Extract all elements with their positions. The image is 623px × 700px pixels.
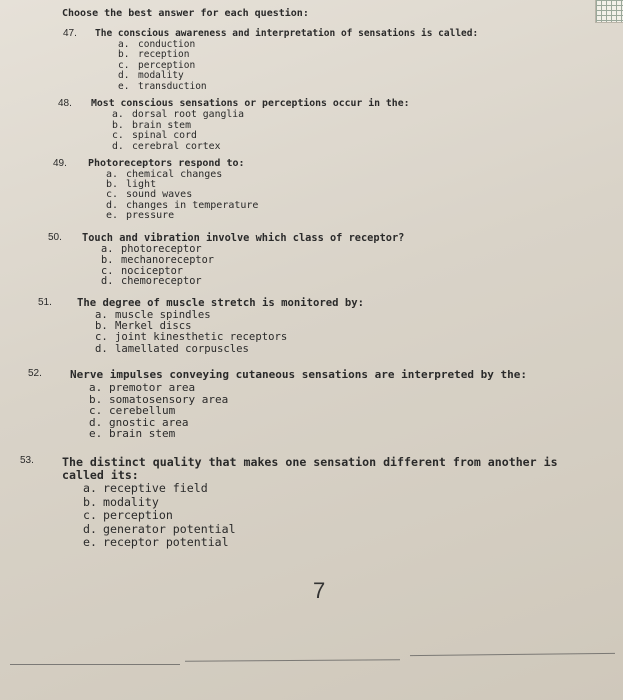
option-letter: b. (83, 494, 97, 509)
option-letter: d. (112, 140, 124, 152)
option-letter: e. (118, 80, 130, 92)
option-letter: e. (83, 535, 97, 549)
grid-paper-corner (595, 0, 623, 23)
option-letter: e. (89, 427, 103, 441)
question-stem: The distinct quality that makes one sensation different from another is (62, 455, 558, 469)
option-letter: d. (101, 275, 114, 288)
question-number: 52. (28, 368, 42, 379)
option-text: pressure (126, 209, 175, 221)
question-stem: Most conscious sensations or perceptions occur in the: (91, 98, 410, 109)
option-letter: a. (95, 309, 108, 321)
question-stem: The conscious awareness and interpretation of sensations is called: (95, 28, 479, 39)
answer-option[interactable] (118, 70, 184, 81)
answer-option[interactable] (112, 141, 220, 152)
option-letter: c. (89, 404, 103, 418)
option-text: photoreceptor (121, 243, 202, 255)
option-text: muscle spindles (115, 309, 211, 321)
option-text: modality (138, 70, 184, 82)
question-stem: Photoreceptors respond to: (88, 158, 245, 169)
option-letter: c. (101, 264, 114, 277)
page-number: 7 (313, 578, 326, 603)
answer-option[interactable] (112, 130, 197, 141)
option-text: perception (103, 508, 173, 523)
option-text: modality (103, 494, 159, 509)
answer-option[interactable] (95, 309, 211, 321)
option-letter: e. (106, 209, 119, 221)
option-letter: d. (118, 70, 130, 82)
option-text: brain stem (109, 427, 176, 441)
option-letter: c. (106, 189, 119, 201)
bottom-rule-1 (10, 664, 180, 665)
option-text: lamellated corpuscles (115, 342, 249, 355)
option-text: chemoreceptor (121, 275, 202, 288)
option-letter: d. (106, 199, 119, 211)
option-letter: b. (101, 253, 114, 266)
answer-option[interactable] (83, 481, 208, 495)
option-letter: a. (118, 39, 130, 50)
option-text: spinal cord (132, 130, 197, 142)
answer-option[interactable] (89, 427, 175, 440)
answer-option[interactable] (101, 275, 202, 287)
option-text: joint kinesthetic receptors (115, 331, 288, 344)
option-text: dorsal root ganglia (132, 109, 245, 120)
option-text: perception (138, 59, 196, 71)
option-text: conduction (138, 39, 196, 50)
option-letter: c. (112, 130, 124, 142)
option-text: brain stem (132, 119, 191, 131)
option-letter: a. (101, 243, 114, 255)
option-letter: a. (89, 381, 103, 394)
answer-option[interactable] (112, 109, 244, 120)
answer-option[interactable] (95, 331, 287, 343)
question-stem: called its: (62, 468, 139, 483)
question-number: 51. (38, 297, 52, 308)
option-letter: a. (106, 169, 119, 180)
option-text: mechanoreceptor (121, 253, 214, 266)
option-text: changes in temperature (126, 199, 259, 211)
option-text: transduction (138, 80, 207, 92)
question-number: 53. (20, 455, 34, 466)
option-text: receptive field (103, 481, 208, 496)
option-letter: d. (83, 521, 97, 536)
option-text: sound waves (126, 189, 193, 201)
answer-option[interactable] (118, 49, 189, 60)
option-text: premotor area (109, 381, 196, 394)
option-text: nociceptor (121, 264, 183, 277)
answer-option[interactable] (95, 343, 249, 355)
answer-option[interactable] (118, 81, 207, 92)
question-number: 48. (58, 98, 72, 109)
question-stem: Nerve impulses conveying cutaneous sensations are interpreted by the: (70, 368, 527, 381)
option-text: light (126, 179, 157, 191)
option-letter: a. (112, 109, 124, 120)
answer-option[interactable] (83, 508, 173, 522)
option-letter: c. (118, 59, 130, 71)
answer-option[interactable] (106, 210, 174, 221)
answer-option[interactable] (83, 535, 229, 549)
answer-option[interactable] (95, 320, 192, 332)
option-letter: c. (83, 508, 97, 523)
instructions-header: Choose the best answer for each question: (62, 8, 309, 19)
answer-option[interactable] (83, 495, 159, 509)
option-text: cerebral cortex (132, 140, 221, 152)
question-stem: Touch and vibration involve which class of receptor? (82, 232, 405, 244)
option-text: cerebellum (109, 404, 176, 418)
option-text: Merkel discs (115, 320, 192, 333)
question-stem: The degree of muscle stretch is monitored by: (77, 297, 365, 309)
answer-option[interactable] (83, 522, 236, 536)
answer-option[interactable] (118, 60, 195, 71)
option-letter: d. (95, 342, 108, 355)
option-text: gnostic area (109, 415, 189, 429)
option-letter: b. (118, 49, 130, 61)
question-number: 50. (48, 232, 62, 243)
bottom-rule-3 (410, 653, 615, 656)
question-number: 47. (63, 28, 77, 39)
bottom-rule-2 (185, 659, 400, 662)
answer-option[interactable] (118, 39, 195, 50)
option-letter: a. (83, 481, 97, 496)
option-text: reception (138, 49, 190, 61)
option-letter: b. (112, 119, 124, 131)
option-letter: d. (89, 415, 103, 429)
option-letter: b. (89, 392, 103, 406)
option-text: chemical changes (126, 169, 223, 180)
option-letter: c. (95, 331, 108, 344)
option-text: somatosensory area (109, 392, 229, 406)
question-number: 49. (53, 158, 67, 169)
answer-option[interactable] (112, 120, 191, 131)
option-letter: b. (106, 179, 119, 191)
option-letter: b. (95, 320, 108, 333)
option-text: generator potential (103, 521, 236, 536)
option-text: receptor potential (103, 535, 229, 549)
